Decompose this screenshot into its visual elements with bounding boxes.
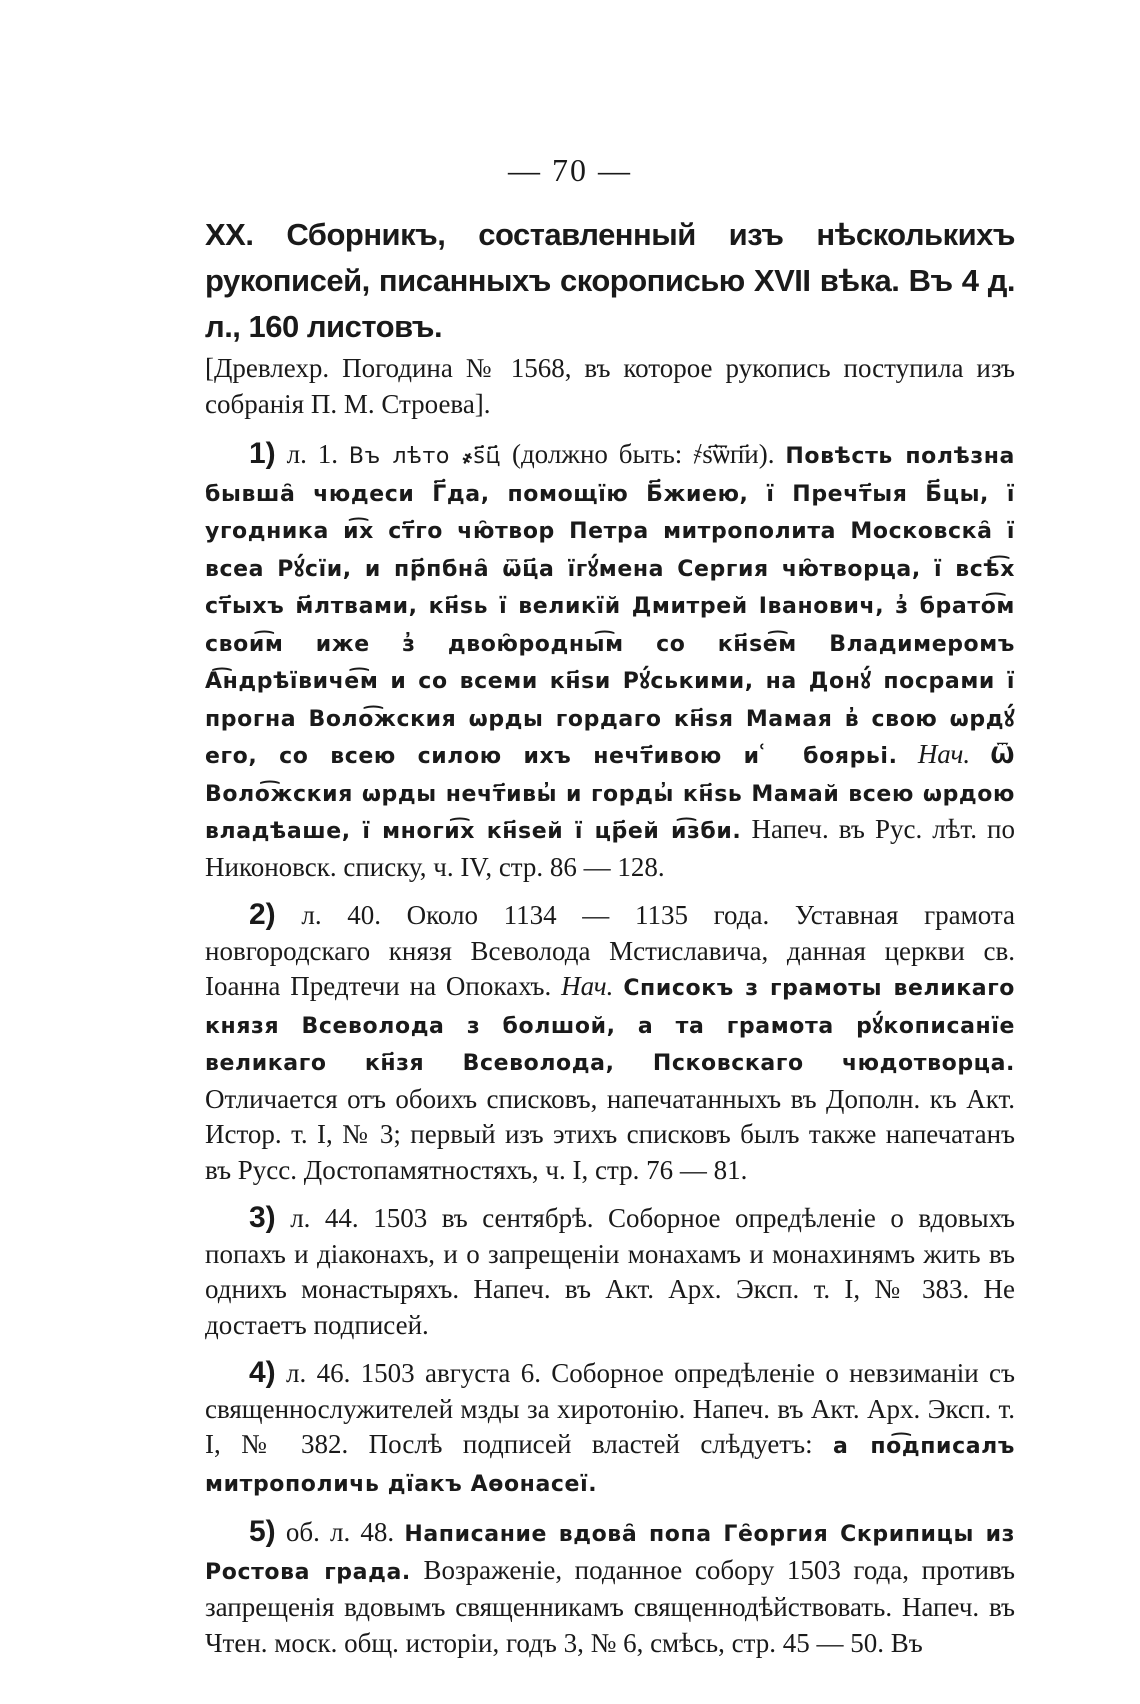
folio-ref: л. 1. — [286, 439, 338, 469]
entry-2 — [205, 897, 1015, 1188]
entry-3 — [205, 1200, 1015, 1343]
entry-1 — [205, 436, 1015, 885]
entry-number: 2) — [249, 898, 276, 931]
slavonic-incipit: Ѿ Воло͡жския ѡрды нечт҃ивы̓ и горды̓ кн҃ѕь Мамай всею ѡрдою владѣаше, ї многи͡х кн҃ѕей ї цр҃ей и͡зби. — [205, 744, 1016, 844]
slavonic-incipit: Списокъ з грамоты великаго князя Всеволода з болшой, а та грамота рꙋ́кописанїе великаго кн҃зя Всеволода, Псковскаго чюдотворца. — [205, 976, 1016, 1076]
section-title: XX. Сборникъ, составленный изъ нѣсколькихъ рукописей, писанныхъ скорописью XVII вѣка. Въ 4 д. л., 160 листовъ. — [205, 217, 1015, 344]
incipit-label: Нач. — [561, 971, 614, 1001]
entry-number: 1) — [249, 437, 276, 470]
entry-description: 1503 въ сентябрѣ. Соборное опредѣленіе о вдовыхъ попахъ и діаконахъ, и о запрещеніи монахамъ и монахинямъ жить въ однихъ монастыряхъ. Напеч. въ Акт. Арх. Эксп. т. I, № 383. Не достаетъ подписей. — [205, 1203, 1016, 1340]
folio-ref: об. л. 48. — [285, 1517, 395, 1547]
entry-number: 4) — [249, 1356, 276, 1389]
page-number: — 70 — — [508, 152, 632, 188]
folio-ref: л. 44. — [290, 1203, 359, 1233]
folio-ref: л. 40. — [301, 900, 381, 930]
editorial-note: (должно быть: ҂ѕ҃ѿп҃и). — [511, 439, 775, 469]
text-column — [205, 212, 1015, 1673]
entry-description: 1503 августа 6. Соборное опредѣленіе о невзиманіи съ священнослужителей мзды за хиротонію. Напеч. въ Акт. Арх. Эксп. т. I, № 382. Послѣ подписей властей слѣдуетъ: — [205, 1358, 1015, 1459]
entry-description: Около 1134 — 1135 года. Уставная грамота новгородскаго князя Всеволода Мстиславича, данная церкви св. Іоанна Предтечи на Опокахъ. — [205, 900, 1015, 1001]
entry-description: Возраженіе, поданное собору 1503 года, противъ запрещенія вдовымъ священникамъ священнодѣйствовать. Напеч. въ Чтен. моск. общ. исторіи, годъ 3, № 6, смѣсь, стр. 45 — 50. Въ — [205, 1554, 1015, 1658]
entry-4 — [205, 1355, 1015, 1502]
publication-note: Отличается отъ обоихъ списковъ, напечатанныхъ въ Дополн. къ Акт. Истор. т. I, № 3; первый изъ этихъ списковъ былъ также напечатанъ въ Русс. Достопамятностяхъ, ч. I, стр. 76 — 81. — [205, 1083, 1015, 1185]
slavonic-text: Въ лѣто ҂ѕ҃ц҃ — [348, 444, 502, 469]
publication-note: Напеч. въ Рус. лѣт. по Никоновск. списку, ч. IV, стр. 86 — 128. — [205, 814, 1016, 882]
entry-number: 3) — [249, 1201, 276, 1234]
slavonic-title: Написание вдова̑ попа Ге̑оргия Скрипицы из Ростова града. — [205, 1522, 1016, 1585]
folio-ref: л. 46. — [286, 1358, 351, 1388]
slavonic-text: а по͡дписалъ митрополичь дїакъ Аѳонасеї. — [205, 1434, 1016, 1497]
incipit-label: Нач. — [917, 739, 971, 769]
entry-number: 5) — [249, 1515, 276, 1548]
slavonic-text: Повѣсть полѣзна бывша̑ чюдеси Г҃да, помощїю Б҃жиею, ї Пречт҃ыя Б҃цы, ї угодника и͡х ст҃го чю̑твор Петра митрополита Московска̑ ї всеа Рꙋ́сїи, и пр҃пбна̑ ѿц҃а їгꙋ́мена Сергия чю̑творца, ї всѣ͡х ст҃ыхъ м҃лтвами, кн҃ѕь ї великїй Дмитрей Іванович, з̓ брато͡м свои͡м иже з̓ двою̑родны͡м со кн҃ѕе͡м Владимеромъ А͡ндрѣївиче͡м и со всеми кн҃ѕи Рꙋ́ськими, на Донꙋ́ посрами ї прогна Воло͡жския ѡрды гордаго кн҃ѕя Мамая в̓ свою ѡрдꙋ́ его, со всею силою ихъ нечт҃ивою и ͑ боярьі. — [205, 444, 1015, 769]
section-note: [Древлехр. Погодина № 1568, въ которое рукопись поступила изъ собранія П. М. Строева]. — [205, 353, 1015, 419]
entry-5 — [205, 1514, 1015, 1661]
